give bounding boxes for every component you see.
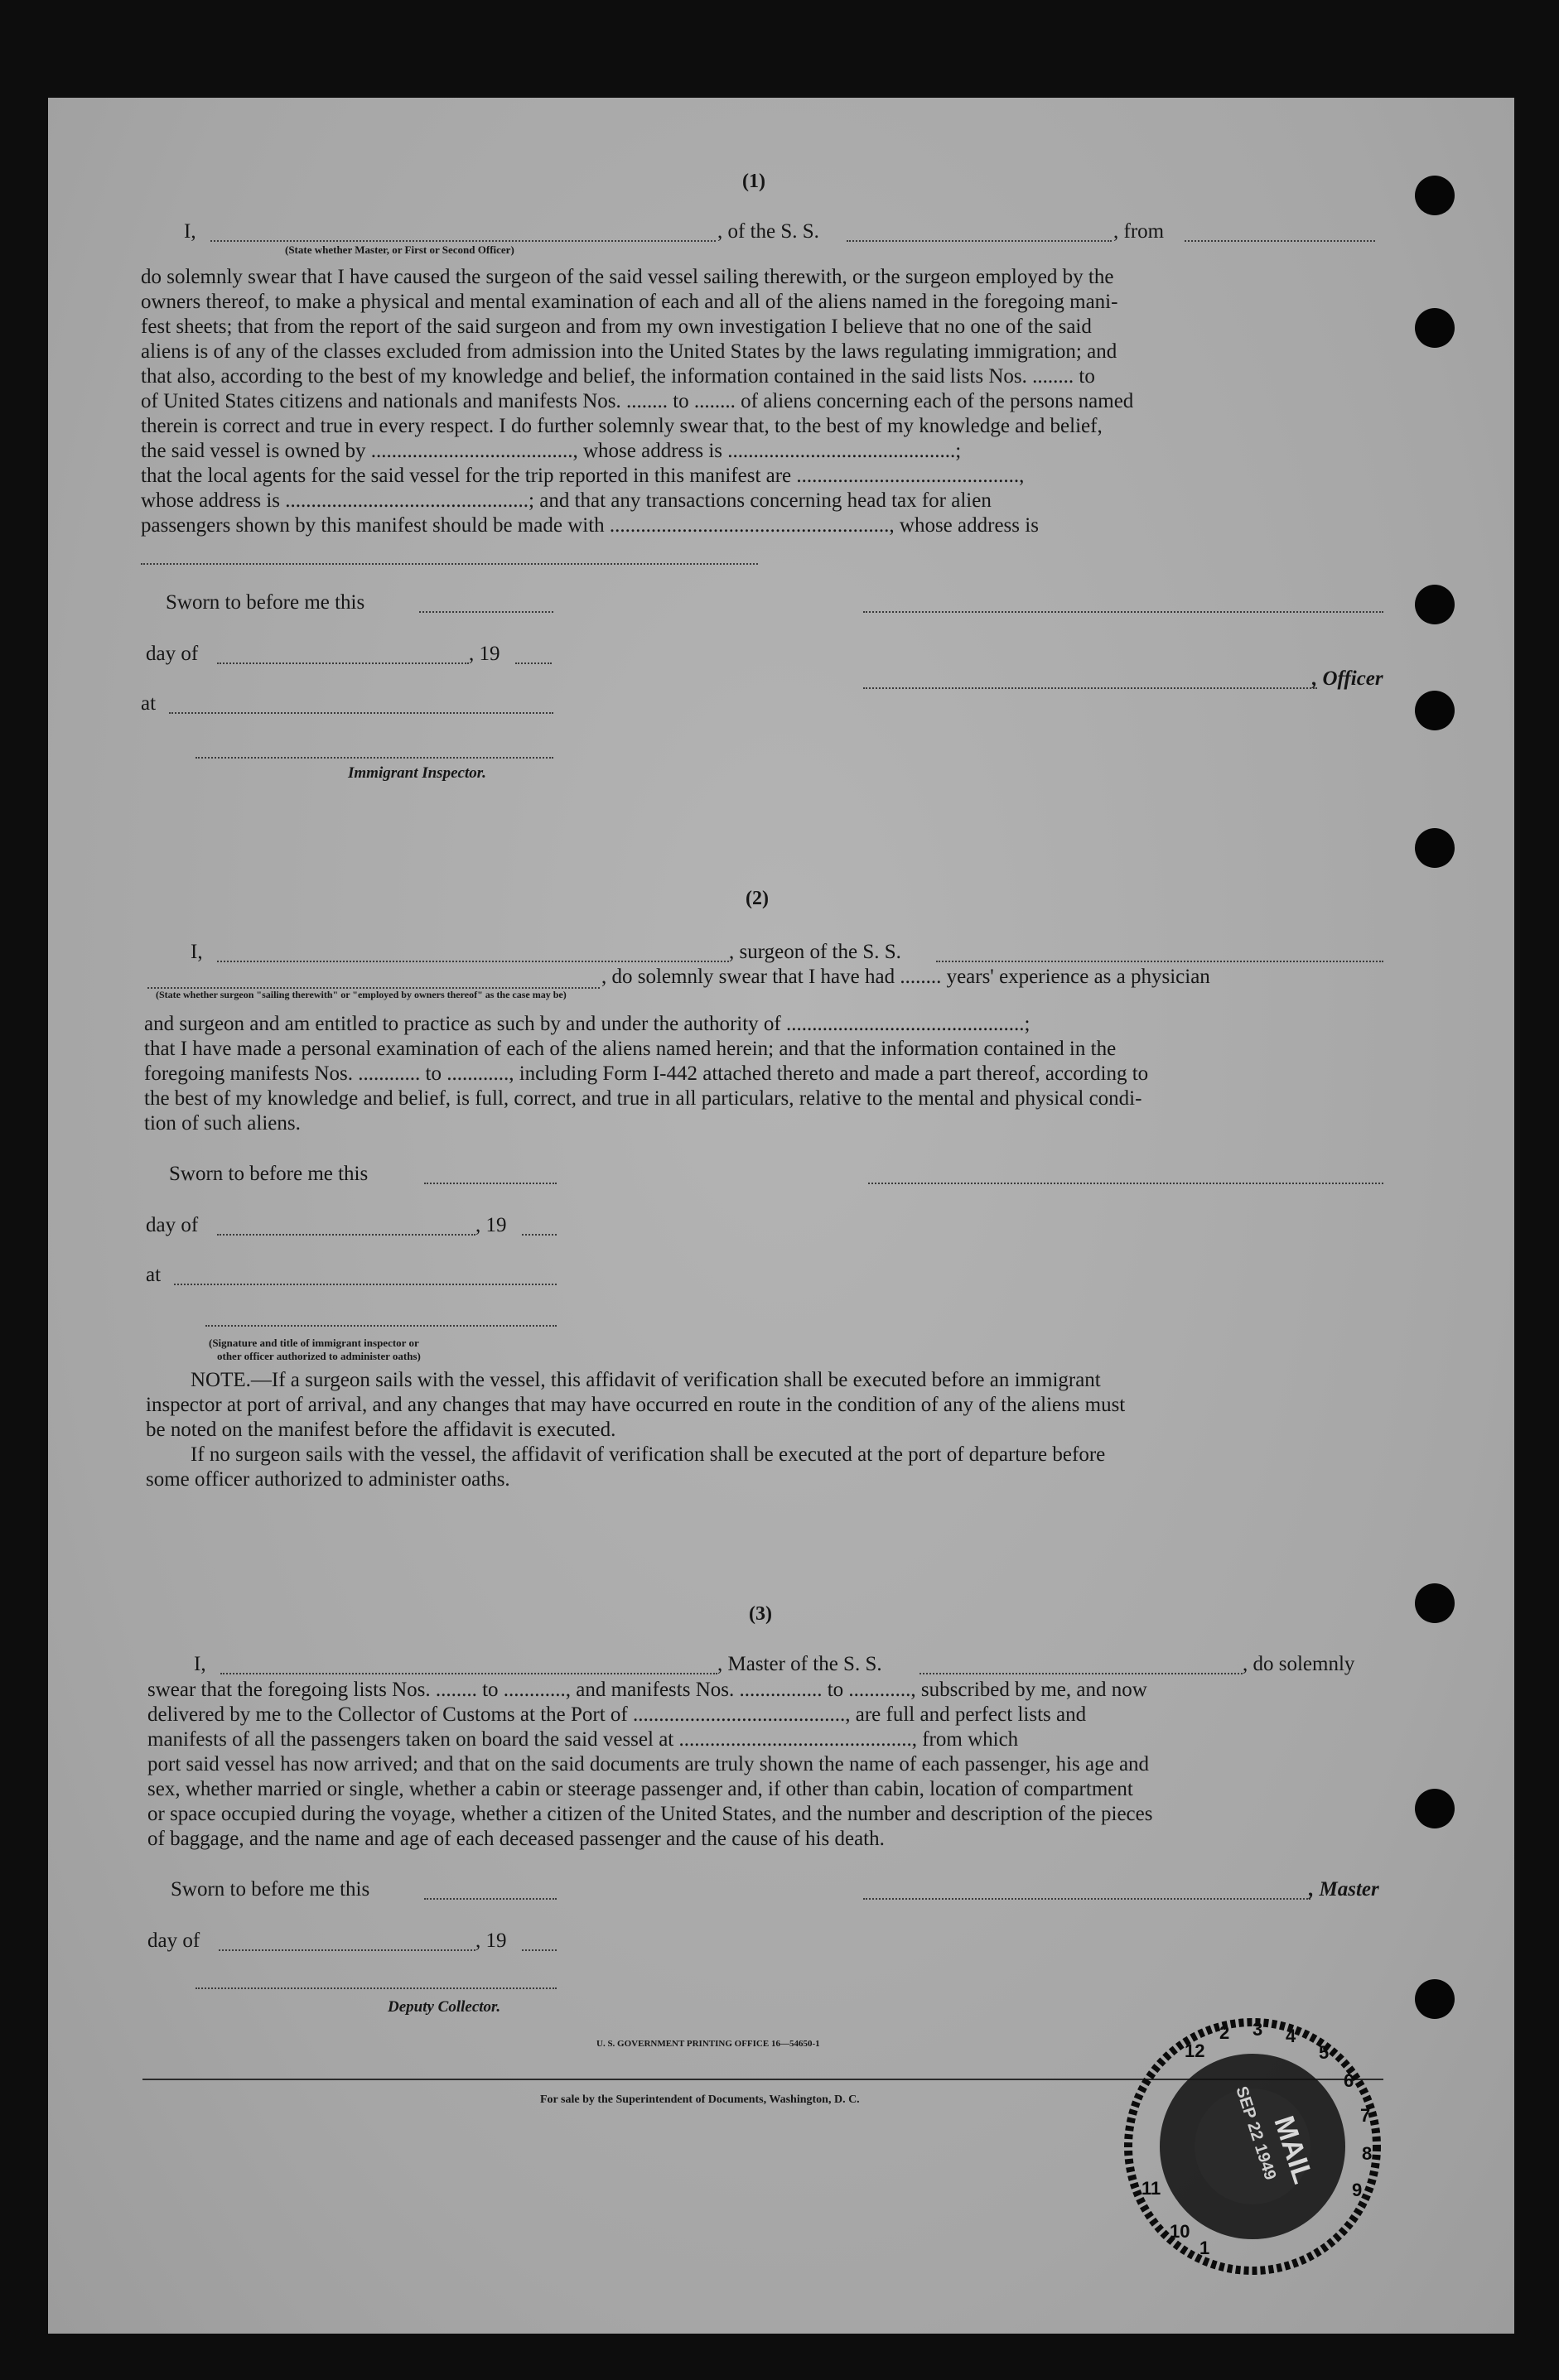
punch-hole [1415, 585, 1455, 624]
for-sale-notice: For sale by the Superintendent of Documents, Washington, D. C. [540, 2093, 860, 2106]
day-of-label: day of [147, 1930, 200, 1952]
punch-hole [1415, 1979, 1455, 2019]
stamp-digit: 6 [1344, 2070, 1354, 2091]
stamp-digit: 2 [1219, 2022, 1230, 2043]
collector-signature-field[interactable] [195, 1987, 557, 1989]
surgeon-name-field[interactable] [217, 961, 729, 962]
section-2-body [144, 1012, 1383, 1136]
day-of-label: day of [146, 1214, 199, 1236]
body-line: foregoing manifests Nos. ............ to ............, including Form I-442 attached thereto and made a part thereof, according to [144, 1062, 1149, 1085]
sworn-label: Sworn to before me this [169, 1163, 369, 1185]
printing-office: U. S. GOVERNMENT PRINTING OFFICE 16—54650-1 [596, 2039, 820, 2049]
body-line: manifests of all the passengers taken on board the said vessel at ............................................., from which [147, 1728, 1019, 1751]
body-line: delivered by me to the Collector of Customs at the Port of ........................................., are full and perfect lists and [147, 1703, 1087, 1726]
signature-note: (Signature and title of immigrant inspector or [209, 1337, 419, 1349]
body-line: of baggage, and the name and age of each deceased passenger and the cause of his death. [147, 1828, 885, 1850]
from-label: , from [1113, 220, 1165, 243]
stamp-digit: 5 [1319, 2042, 1330, 2063]
note-line: inspector at port of arrival, and any changes that may have occurred en route in the condition of any of the aliens must [146, 1394, 1126, 1416]
section-3-body [147, 1678, 1383, 1852]
section-2-i: I, [191, 941, 203, 963]
body-line: that also, according to the best of my knowledge and belief, the information contained in the said lists Nos. ........ to [141, 365, 1095, 388]
stamp-digit: 4 [1286, 2026, 1296, 2046]
body-line: fest sheets; that from the report of the said surgeon and from my own investigation I believe that no one of the said [141, 316, 1092, 338]
body-line: therein is correct and true in every respect. I do further solemnly swear that, to the best of my knowledge and belief, [141, 415, 1103, 437]
day-of-label: day of [146, 643, 199, 665]
solemnly-label: , do solemnly [1243, 1653, 1355, 1675]
body-line: of United States citizens and nationals and manifests Nos. ........ to ........ of aliens concerning each of the persons named [141, 390, 1134, 412]
surgeon-of-label: , surgeon of the S. S. [729, 941, 901, 963]
master-title: , Master [1309, 1878, 1379, 1901]
at-field[interactable] [174, 1284, 557, 1285]
year-label: , 19 [469, 643, 500, 665]
stamp-digit: 8 [1362, 2143, 1373, 2164]
year-field[interactable] [515, 662, 552, 664]
officer-title: , Officer [1312, 667, 1383, 690]
postmark-stamp [1120, 2014, 1385, 2279]
punch-hole [1415, 828, 1455, 868]
experience-label: , do solemnly swear that I have had ........ years' experience as a physician [601, 966, 1210, 988]
master-name-field[interactable] [220, 1673, 717, 1674]
sworn-label: Sworn to before me this [171, 1878, 370, 1901]
body-line: that the local agents for the said vessel for the trip reported in this manifest are ..........................................., [141, 465, 1025, 487]
punch-hole [1415, 1789, 1455, 1828]
master-signature-field[interactable] [863, 1898, 1310, 1900]
body-line: do solemnly swear that I have caused the surgeon of the said vessel sailing therewith, or the surgeon employed by the [141, 266, 1114, 288]
punch-hole [1415, 1583, 1455, 1623]
section-1-body [141, 265, 1383, 538]
body-line: owners thereof, to make a physical and mental examination of each and all of the aliens named in the foregoing mani- [141, 291, 1118, 313]
sworn-field[interactable] [419, 611, 553, 613]
surgeon-signature-field[interactable] [868, 1183, 1383, 1184]
body-line: swear that the foregoing lists Nos. ........ to ............, and manifests Nos. ................ to ............, subscribed by me, and now [147, 1679, 1147, 1701]
of-ss-label: , of the S. S. [717, 220, 819, 243]
section-3-i: I, [194, 1653, 206, 1675]
section-2-number: (2) [746, 888, 769, 909]
stamp-digit: 7 [1360, 2105, 1371, 2126]
note-block [146, 1368, 1383, 1492]
body-line: and surgeon and am entitled to practice as such by and under the authority of ..............................................; [144, 1013, 1030, 1035]
inspector-signature-field[interactable] [205, 1325, 557, 1327]
section-3-number: (3) [749, 1603, 772, 1625]
officer-note: (State whether Master, or First or Second Officer) [285, 243, 514, 256]
sworn-field[interactable] [424, 1898, 557, 1900]
body-line: aliens is of any of the classes excluded from admission into the United States by the laws regulating immigration; and [141, 340, 1117, 363]
inspector-signature-field[interactable] [195, 757, 553, 759]
officer-field[interactable] [210, 240, 716, 242]
at-label: at [141, 692, 157, 715]
note-line: be noted on the manifest before the affidavit is executed. [146, 1419, 616, 1441]
year-label: , 19 [475, 1930, 507, 1952]
body-line: sex, whether married or single, whether a cabin or steerage passenger and, if other than cabin, location of compartment [147, 1778, 1133, 1800]
inspector-title: Immigrant Inspector. [348, 764, 486, 782]
stamp-digit: 1 [1199, 2238, 1210, 2258]
stamp-digit: 11 [1141, 2178, 1161, 2199]
master-of-label: , Master of the S. S. [717, 1653, 882, 1675]
note-line: If no surgeon sails with the vessel, the affidavit of verification shall be executed at the port of departure before [191, 1443, 1106, 1466]
stamp-digit: 3 [1253, 2019, 1263, 2040]
stamp-digit: 10 [1170, 2221, 1190, 2242]
body-line: passengers shown by this manifest should be made with ......................................................, whose address is [141, 514, 1039, 537]
note-line: some officer authorized to administer oaths. [146, 1468, 510, 1491]
day-field[interactable] [219, 1949, 475, 1951]
punch-hole [1415, 691, 1455, 730]
body-line: the best of my knowledge and belief, is full, correct, and true in all particulars, relative to the mental and physical condi- [144, 1087, 1142, 1110]
sworn-label: Sworn to before me this [166, 591, 365, 614]
section-1-i: I, [184, 220, 196, 243]
stamp-mail-text: MAIL [1267, 2112, 1320, 2188]
at-label: at [146, 1264, 162, 1286]
surgeon-vessel-field[interactable] [936, 961, 1383, 962]
body-line: tion of such aliens. [144, 1112, 301, 1135]
address-continuation-field[interactable] [141, 563, 758, 565]
officer-signature-field[interactable] [863, 611, 1383, 613]
body-line: whose address is ...............................................; and that any transactions concerning head tax for alien [141, 489, 992, 512]
stamp-date-text: SEP 22 1949 [1232, 2084, 1280, 2183]
stamp-digit: 12 [1185, 2040, 1205, 2061]
body-line: the said vessel is owned by ......................................., whose address is ............................................; [141, 440, 962, 462]
body-line: port said vessel has now arrived; and that on the said documents are truly shown the name of each passenger, his age and [147, 1753, 1150, 1775]
master-vessel-field[interactable] [919, 1673, 1243, 1674]
punch-hole [1415, 176, 1455, 215]
at-field[interactable] [169, 712, 553, 714]
day-field[interactable] [217, 662, 469, 664]
officer-name-field[interactable] [863, 687, 1317, 689]
note-line: NOTE.—If a surgeon sails with the vessel, this affidavit of verification shall be executed before an immigrant [191, 1369, 1101, 1391]
surgeon-note: (State whether surgeon "sailing therewith" or "employed by owners thereof" as the case may be) [156, 989, 567, 1000]
stamp-digit: 9 [1352, 2180, 1363, 2200]
from-field[interactable] [1185, 240, 1375, 242]
year-field[interactable] [522, 1234, 557, 1236]
year-field[interactable] [522, 1949, 557, 1951]
vessel-field[interactable] [847, 240, 1112, 242]
punch-hole [1415, 308, 1455, 348]
body-line: or space occupied during the voyage, whether a citizen of the United States, and the number and description of the pieces [147, 1803, 1153, 1825]
signature-note: other officer authorized to administer oaths) [217, 1350, 421, 1362]
year-label: , 19 [475, 1214, 507, 1236]
day-field[interactable] [217, 1234, 475, 1236]
body-line: that I have made a personal examination of each of the aliens named herein; and that the information contained in the [144, 1038, 1117, 1060]
section-1-number: (1) [742, 171, 765, 192]
deputy-title: Deputy Collector. [388, 1998, 501, 2016]
sworn-field[interactable] [424, 1183, 557, 1184]
